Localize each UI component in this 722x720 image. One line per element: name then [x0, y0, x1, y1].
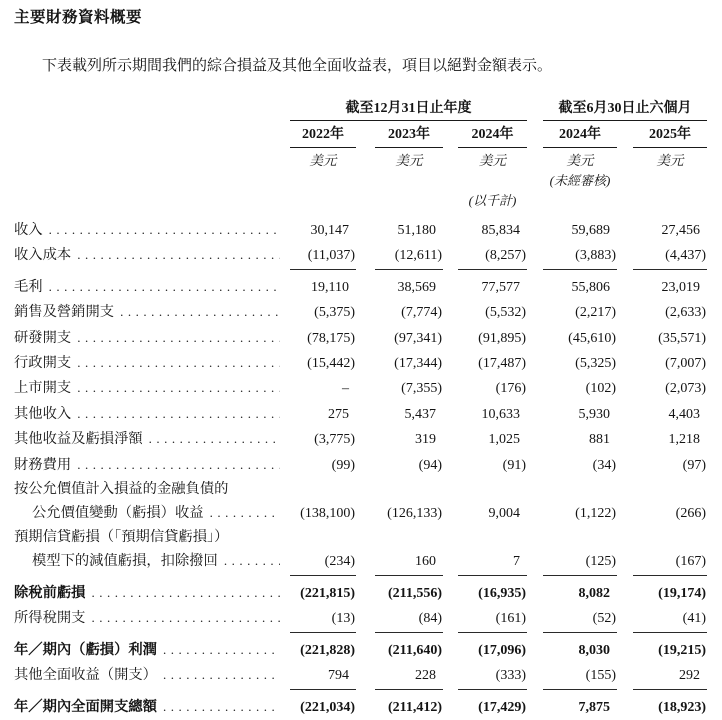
- value-cell: (34): [592, 457, 616, 473]
- dot-leader: [77, 243, 280, 267]
- value-cell: (3,775): [314, 432, 355, 448]
- dot-leader: [210, 501, 280, 525]
- value-cell: 8,030: [578, 642, 610, 658]
- value-cell: (19,215): [658, 642, 706, 658]
- value-cell: 4,403: [668, 406, 700, 422]
- row-label: 其他收入 .....: [14, 402, 283, 426]
- value-cell: (94): [418, 457, 442, 473]
- column-group-heading-year-end: 截至12月31日止年度: [290, 100, 527, 121]
- dot-leader: [49, 218, 280, 242]
- table-row-profit-loss-for-period: [14, 638, 707, 663]
- value-cell: 881: [589, 432, 610, 448]
- column-group-heading-six-months: 截至6月30日止六個月: [543, 100, 707, 121]
- value-cell: 794: [290, 664, 356, 689]
- value-cell: (5,532): [485, 305, 526, 321]
- value-cell: 275: [328, 406, 349, 422]
- dot-leader: [163, 663, 280, 687]
- value-cell: (211,412): [387, 699, 442, 715]
- value-cell: 7: [458, 550, 527, 575]
- value-cell: 38,569: [397, 279, 436, 295]
- value-cell: (8,257): [458, 244, 527, 269]
- value-cell: (211,556): [387, 585, 442, 601]
- value-cell: (333): [458, 664, 527, 689]
- table-header-thousands-row: [14, 189, 707, 209]
- value-cell: (7,355): [401, 381, 442, 397]
- table-row-fair-value-changes: [14, 501, 707, 526]
- dot-leader: [163, 638, 280, 662]
- column-header-2023: 2023年: [375, 121, 443, 148]
- value-cell: 9,004: [488, 506, 520, 522]
- value-cell: 51,180: [397, 223, 436, 238]
- table-row-revenue: [14, 218, 707, 243]
- table-header-group-row: [14, 100, 707, 121]
- column-header-2024-interim: 2024年: [543, 121, 617, 148]
- dot-leader: [77, 326, 280, 350]
- value-cell: (15,442): [307, 356, 355, 372]
- table-row-other-income: [14, 402, 707, 427]
- value-cell: (3,883): [543, 244, 617, 269]
- value-cell: 27,456: [661, 223, 700, 238]
- value-cell: (17,344): [394, 356, 442, 372]
- table-row-ecl-label-line: 預期信貸虧損（「預期信貸虧損」）: [14, 529, 229, 546]
- value-cell: (221,815): [300, 585, 355, 601]
- table-header-unaudited-row: [14, 169, 707, 189]
- row-label: 毛利 .....: [14, 275, 283, 299]
- currency-label: 美元: [479, 153, 506, 168]
- value-cell: 19,110: [311, 279, 349, 295]
- currency-label: 美元: [309, 153, 337, 168]
- value-cell: (138,100): [300, 506, 355, 522]
- value-cell: 7,875: [578, 699, 610, 715]
- value-cell: (1,122): [575, 506, 616, 522]
- value-cell: 1,218: [668, 432, 700, 448]
- row-label: 收入 .....: [14, 218, 283, 242]
- value-cell: 160: [375, 550, 443, 575]
- value-cell: (41): [633, 607, 707, 632]
- value-cell: (167): [633, 550, 707, 575]
- value-cell: (2,073): [665, 381, 706, 397]
- value-cell: 23,019: [661, 279, 700, 295]
- value-cell: (161): [458, 607, 527, 632]
- currency-label: 美元: [656, 153, 684, 168]
- row-label: 銷售及營銷開支 .....: [14, 300, 283, 324]
- table-body: [14, 218, 707, 720]
- value-cell: (2,217): [575, 305, 616, 321]
- row-label: 研發開支 .....: [14, 326, 283, 350]
- value-cell: (11,037): [290, 244, 356, 269]
- value-cell: (7,774): [401, 305, 442, 321]
- currency-label: 美元: [395, 153, 423, 168]
- value-cell: –: [342, 381, 349, 397]
- row-label: 其他全面收益（開支） .....: [14, 663, 283, 687]
- value-cell: (17,429): [478, 699, 526, 715]
- value-cell: (266): [675, 506, 706, 522]
- value-cell: (18,923): [658, 699, 706, 715]
- column-header-2024: 2024年: [458, 121, 527, 148]
- table-row-impairment-losses: [14, 549, 707, 575]
- value-cell: (176): [495, 381, 526, 397]
- value-cell: 10,633: [481, 406, 520, 422]
- value-cell: (5,375): [314, 305, 355, 321]
- value-cell: (84): [375, 607, 443, 632]
- row-label: 除稅前虧損 .....: [14, 581, 283, 605]
- value-cell: 55,806: [571, 279, 610, 295]
- dot-leader: [149, 427, 280, 451]
- value-cell: 77,577: [481, 279, 520, 295]
- value-cell: 319: [415, 432, 436, 448]
- dot-leader: [120, 300, 280, 324]
- currency-label: 美元: [566, 153, 594, 168]
- thousands-note: (以千計): [468, 193, 517, 208]
- table-row-other-comprehensive-income: [14, 663, 707, 689]
- value-cell: (7,007): [665, 356, 706, 372]
- page-title: 主要財務資料概要: [14, 9, 143, 26]
- dot-leader: [91, 606, 280, 630]
- row-label: 所得稅開支 .....: [14, 606, 283, 630]
- value-cell: (78,175): [307, 330, 355, 346]
- table-row-listing-expenses: [14, 376, 707, 401]
- value-cell: 5,437: [404, 406, 436, 422]
- value-cell: (17,487): [478, 356, 526, 372]
- dot-leader: [77, 402, 280, 426]
- table-row-selling-marketing: [14, 300, 707, 325]
- column-header-2022: 2022年: [290, 121, 356, 148]
- intro-paragraph: 下表載列所示期間我們的綜合損益及其他全面收益表，項目以絕對金額表示。: [42, 58, 553, 74]
- table-row-income-tax: [14, 606, 707, 632]
- row-label: 年／期內（虧損）利潤 .....: [14, 638, 283, 662]
- value-cell: (12,611): [375, 244, 443, 269]
- value-cell: (2,633): [665, 305, 706, 321]
- table-header-year-row: [14, 121, 707, 148]
- value-cell: (17,096): [478, 642, 526, 658]
- table-row-finance-costs: [14, 453, 707, 478]
- row-label: 財務費用 .....: [14, 453, 283, 477]
- value-cell: (102): [585, 381, 616, 397]
- value-cell: (97): [682, 457, 706, 473]
- dot-leader: [77, 376, 280, 400]
- row-label: 上市開支 .....: [14, 376, 283, 400]
- value-cell: (19,174): [658, 585, 706, 601]
- value-cell: (45,610): [568, 330, 616, 346]
- dot-leader: [224, 549, 280, 573]
- value-cell: (13): [290, 607, 356, 632]
- value-cell: 30,147: [310, 223, 349, 238]
- row-label: 其他收益及虧損淨額 .....: [14, 427, 283, 451]
- value-cell: (99): [331, 457, 355, 473]
- value-cell: (52): [543, 607, 617, 632]
- table-row-other-gains-losses: [14, 427, 707, 452]
- value-cell: (155): [543, 664, 617, 689]
- value-cell: (16,935): [478, 585, 526, 601]
- value-cell: 1,025: [488, 432, 520, 448]
- value-cell: 85,834: [481, 223, 520, 238]
- value-cell: 5,930: [578, 406, 610, 422]
- value-cell: (91): [502, 457, 526, 473]
- value-cell: (211,640): [387, 642, 442, 658]
- value-cell: (35,571): [658, 330, 706, 346]
- dot-leader: [77, 453, 280, 477]
- dot-leader: [91, 581, 280, 605]
- unaudited-note: (未經審核): [549, 173, 611, 188]
- value-cell: (221,828): [300, 642, 355, 658]
- value-cell: (125): [543, 550, 617, 575]
- table-row-gross-profit: [14, 275, 707, 300]
- table-row-total-comprehensive-expense: [14, 695, 707, 720]
- value-cell: 59,689: [571, 223, 610, 238]
- value-cell: (126,133): [387, 506, 442, 522]
- value-cell: (97,341): [394, 330, 442, 346]
- table-row-fair-value-label-line: 按公允價值計入損益的金融負債的: [14, 481, 229, 498]
- value-cell: 292: [633, 664, 707, 689]
- row-label: 行政開支 .....: [14, 351, 283, 375]
- value-cell: (221,034): [300, 699, 355, 715]
- row-label: 模型下的減值虧損，扣除撥回 .....: [14, 549, 283, 573]
- value-cell: 228: [375, 664, 443, 689]
- row-label: 年／期內全面開支總額 .....: [14, 695, 283, 719]
- table-row-rd-expenses: [14, 326, 707, 351]
- column-header-2025: 2025年: [633, 121, 707, 148]
- dot-leader: [49, 275, 280, 299]
- value-cell: (234): [290, 550, 356, 575]
- value-cell: (4,437): [633, 244, 707, 269]
- financial-summary-table: [14, 100, 707, 720]
- row-label: 收入成本 .....: [14, 243, 283, 267]
- value-cell: (5,325): [575, 356, 616, 372]
- table-row-cost-of-revenue: [14, 243, 707, 269]
- value-cell: 8,082: [578, 585, 610, 601]
- table-row-loss-before-tax: [14, 581, 707, 606]
- value-cell: (91,895): [478, 330, 526, 346]
- dot-leader: [77, 351, 280, 375]
- dot-leader: [163, 695, 280, 719]
- table-header-currency-row: [14, 148, 707, 169]
- table-row-admin-expenses: [14, 351, 707, 376]
- row-label: 公允價值變動（虧損）收益 .....: [14, 501, 283, 525]
